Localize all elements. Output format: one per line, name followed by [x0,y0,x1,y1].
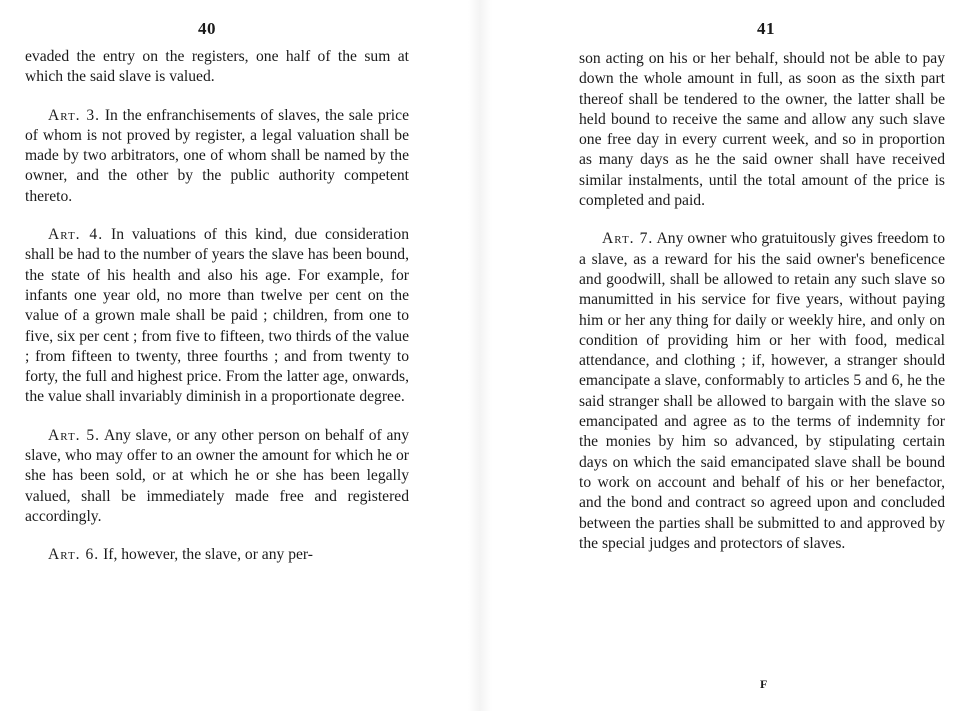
article-label: Art. 7. [602,230,654,248]
right-page-text [579,49,945,554]
continuation-paragraph-right: son acting on his or her behalf, should not be able to pay down the whole amount in full, as soon as the sixth part thereof shall be tendered to the owner, the latter shall be held bound to receive the same and allow any such slave one free day in every current week, and so in proportion as many days as he the said owner shall have received similar instalments, until the total amount of the price is completed and paid. [579,50,945,210]
right-page [490,0,980,711]
article-text: In the enfranchisements of slaves, the sale price of whom is not proved by register, a legal valuation shall be made by two arbitrators, one of whom shall be named by the owner, and the other by the public authority competent thereto. [25,106,409,205]
page-number-right: 41 [757,19,775,38]
signature-mark: F [760,677,769,691]
article-label: Art. 6. [48,546,100,564]
article-4 [25,225,409,408]
left-page-text [25,47,409,566]
article-7 [579,229,945,554]
left-page [0,0,470,711]
article-label: Art. 3. [48,106,101,124]
article-label: Art. 5. [48,426,101,444]
article-6 [25,545,409,565]
article-text: Any owner who gratuitously gives freedom to a slave, as a reward for his the said owner's beneficence and goodwill, shall be allowed to retain any such slave so manumitted in his service for five years, without paying him or her any thing for daily or weekly hire, and only on condition of providing him or her with food, medical attendance, and clothing ; if, however, a stranger should emancipate a slave, conformably to articles 5 and 6, he the said stranger shall be allowed to bargain with the slave so emancipated and agree as to the terms of indemnity for the monies by him so advanced, by stipulating certain days on which the said emancipated slave shall be bound to work on account and behalf of his or her benefactor, and the bond and contract so agreed upon and concluded between the parties shall be submitted to and approved by the special judges and protectors of slaves. [579,230,945,552]
article-text: In valuations of this kind, due consideration shall be had to the number of years the slave has been bound, the state of his health and also his age. For example, for infants one year old, no more than twelve per cent on the value of a grown male shall be paid ; children, from one to five, six per cent ; from five to fifteen, two thirds of the value ; from fifteen to twenty, three fourths ; and from twenty to forty, the full and highest price. From the latter age, onwards, the value shall invariably diminish in a proportionate degree. [25,226,409,406]
page-number-left: 40 [198,19,216,38]
article-text: Any slave, or any other person on behalf of any slave, who may offer to an owner the amount for which he or she has been sold, or at which he or she has been legally valued, shall be immediately made free and registered accordingly. [25,426,410,525]
article-label: Art. 4. [48,226,104,244]
article-text: If, however, the slave, or any per- [103,546,313,564]
continuation-paragraph-left: evaded the entry on the registers, one half of the sum at which the said slave is valued. [25,48,409,86]
article-3 [25,106,409,207]
book-gutter [468,0,492,711]
article-5 [25,426,409,527]
